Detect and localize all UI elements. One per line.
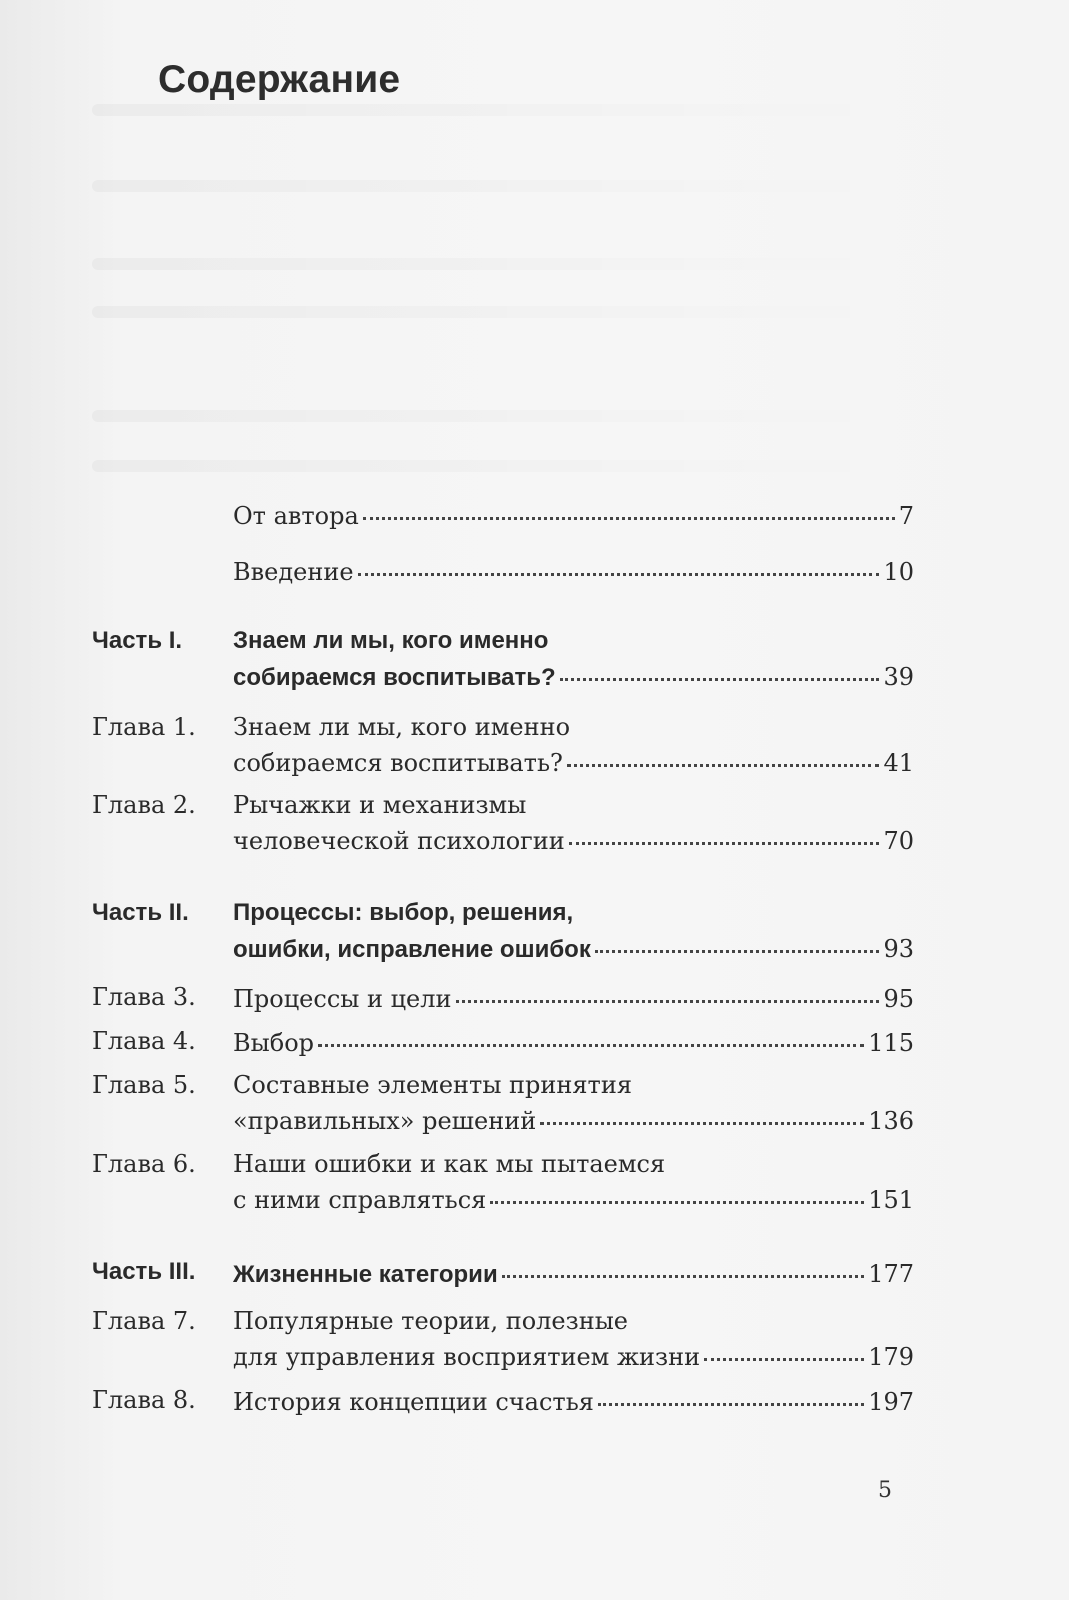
page-number: 41 xyxy=(883,749,914,777)
dot-leader xyxy=(598,1379,864,1406)
entry-title-line: Знаем ли мы, кого именно xyxy=(233,627,549,654)
chapter-label: Глава 3. xyxy=(92,983,196,1011)
dot-leader xyxy=(490,1177,864,1204)
dot-leader xyxy=(595,926,880,953)
entry-title-line: Наши ошибки и как мы пытаемся xyxy=(233,1150,666,1178)
entry-title-line: Знаем ли мы, кого именно xyxy=(233,713,571,741)
entry-title: ошибки, исправление ошибок xyxy=(233,936,591,963)
entry-line xyxy=(233,1338,914,1374)
entry-line xyxy=(233,1102,914,1138)
page-number: 179 xyxy=(868,1343,914,1371)
entry-body xyxy=(233,1304,914,1374)
chapter-label: Глава 1. xyxy=(92,713,196,741)
chapter-label: Глава 6. xyxy=(92,1150,196,1178)
entry-title: для управления восприятием жизни xyxy=(233,1343,701,1371)
entry-line xyxy=(233,980,914,1016)
page-number: 115 xyxy=(868,1029,914,1057)
entry-line xyxy=(233,822,914,858)
page-number: 7 xyxy=(898,502,914,530)
entry-body xyxy=(233,624,914,695)
entry-title-line: Составные элементы принятия xyxy=(233,1071,632,1099)
page-number: 10 xyxy=(883,558,914,586)
entry-title-line: Процессы: выбор, решения, xyxy=(233,899,574,926)
entry-title: человеческой психологии xyxy=(233,827,565,855)
page-number: 39 xyxy=(883,663,914,691)
entry-title: с ними справляться xyxy=(233,1186,487,1214)
dot-leader xyxy=(363,493,895,520)
page-number: 95 xyxy=(883,985,914,1013)
entry-title: Введение xyxy=(233,558,354,586)
part-label: Часть III. xyxy=(92,1258,196,1285)
page-folio: 5 xyxy=(878,1478,892,1503)
page-number: 93 xyxy=(883,935,914,963)
entry-title: «правильных» решений xyxy=(233,1107,537,1135)
dot-leader xyxy=(567,740,880,767)
part-label: Часть II. xyxy=(92,899,189,926)
show-through xyxy=(92,104,892,116)
page-number: 151 xyxy=(868,1186,914,1214)
page-title: Содержание xyxy=(158,58,401,101)
entry-line xyxy=(233,497,914,533)
entry-line xyxy=(233,1181,914,1217)
chapter-label: Глава 8. xyxy=(92,1386,196,1414)
entry-title: История концепции счастья xyxy=(233,1388,594,1416)
entry-title: собираемся воспитывать? xyxy=(233,749,563,777)
show-through xyxy=(92,460,892,472)
entry-body xyxy=(233,1147,914,1217)
entry-line xyxy=(233,658,914,695)
part-label: Часть I. xyxy=(92,627,183,654)
dot-leader xyxy=(318,1020,864,1047)
entry-line xyxy=(233,744,914,780)
entry-body xyxy=(233,1255,914,1292)
entry-line xyxy=(233,553,914,589)
show-through xyxy=(92,180,892,192)
entry-title-line: Популярные теории, полезные xyxy=(233,1307,629,1335)
entry-title: Выбор xyxy=(233,1029,314,1057)
entry-title: Процессы и цели xyxy=(233,985,452,1013)
chapter-label: Глава 4. xyxy=(92,1027,196,1055)
entry-body xyxy=(233,980,914,1016)
entry-body xyxy=(233,788,914,858)
dot-leader xyxy=(540,1098,864,1125)
entry-title: От автора xyxy=(233,502,359,530)
entry-body xyxy=(233,1383,914,1419)
dot-leader xyxy=(569,818,880,845)
entry-body xyxy=(233,1068,914,1138)
entry-line xyxy=(233,1255,914,1292)
chapter-label: Глава 2. xyxy=(92,791,196,819)
page-number: 177 xyxy=(868,1260,914,1288)
entry-line xyxy=(233,930,914,967)
page-number: 197 xyxy=(868,1388,914,1416)
entry-line xyxy=(233,1024,914,1060)
page-number: 70 xyxy=(883,827,914,855)
page-number: 136 xyxy=(868,1107,914,1135)
show-through xyxy=(92,258,892,270)
dot-leader xyxy=(502,1251,864,1278)
entry-body xyxy=(233,553,914,589)
entry-body xyxy=(233,1024,914,1060)
entry-body xyxy=(233,896,914,967)
entry-title-line: Рычажки и механизмы xyxy=(233,791,527,819)
entry-body xyxy=(233,497,914,533)
entry-body xyxy=(233,710,914,780)
chapter-label: Глава 7. xyxy=(92,1307,196,1335)
entry-title: собираемся воспитывать? xyxy=(233,664,556,691)
show-through xyxy=(92,410,892,422)
dot-leader xyxy=(560,654,880,681)
show-through xyxy=(92,306,892,318)
dot-leader xyxy=(456,976,880,1003)
dot-leader xyxy=(358,549,880,576)
dot-leader xyxy=(704,1334,864,1361)
entry-line xyxy=(233,1383,914,1419)
chapter-label: Глава 5. xyxy=(92,1071,196,1099)
entry-title: Жизненные категории xyxy=(233,1261,498,1288)
